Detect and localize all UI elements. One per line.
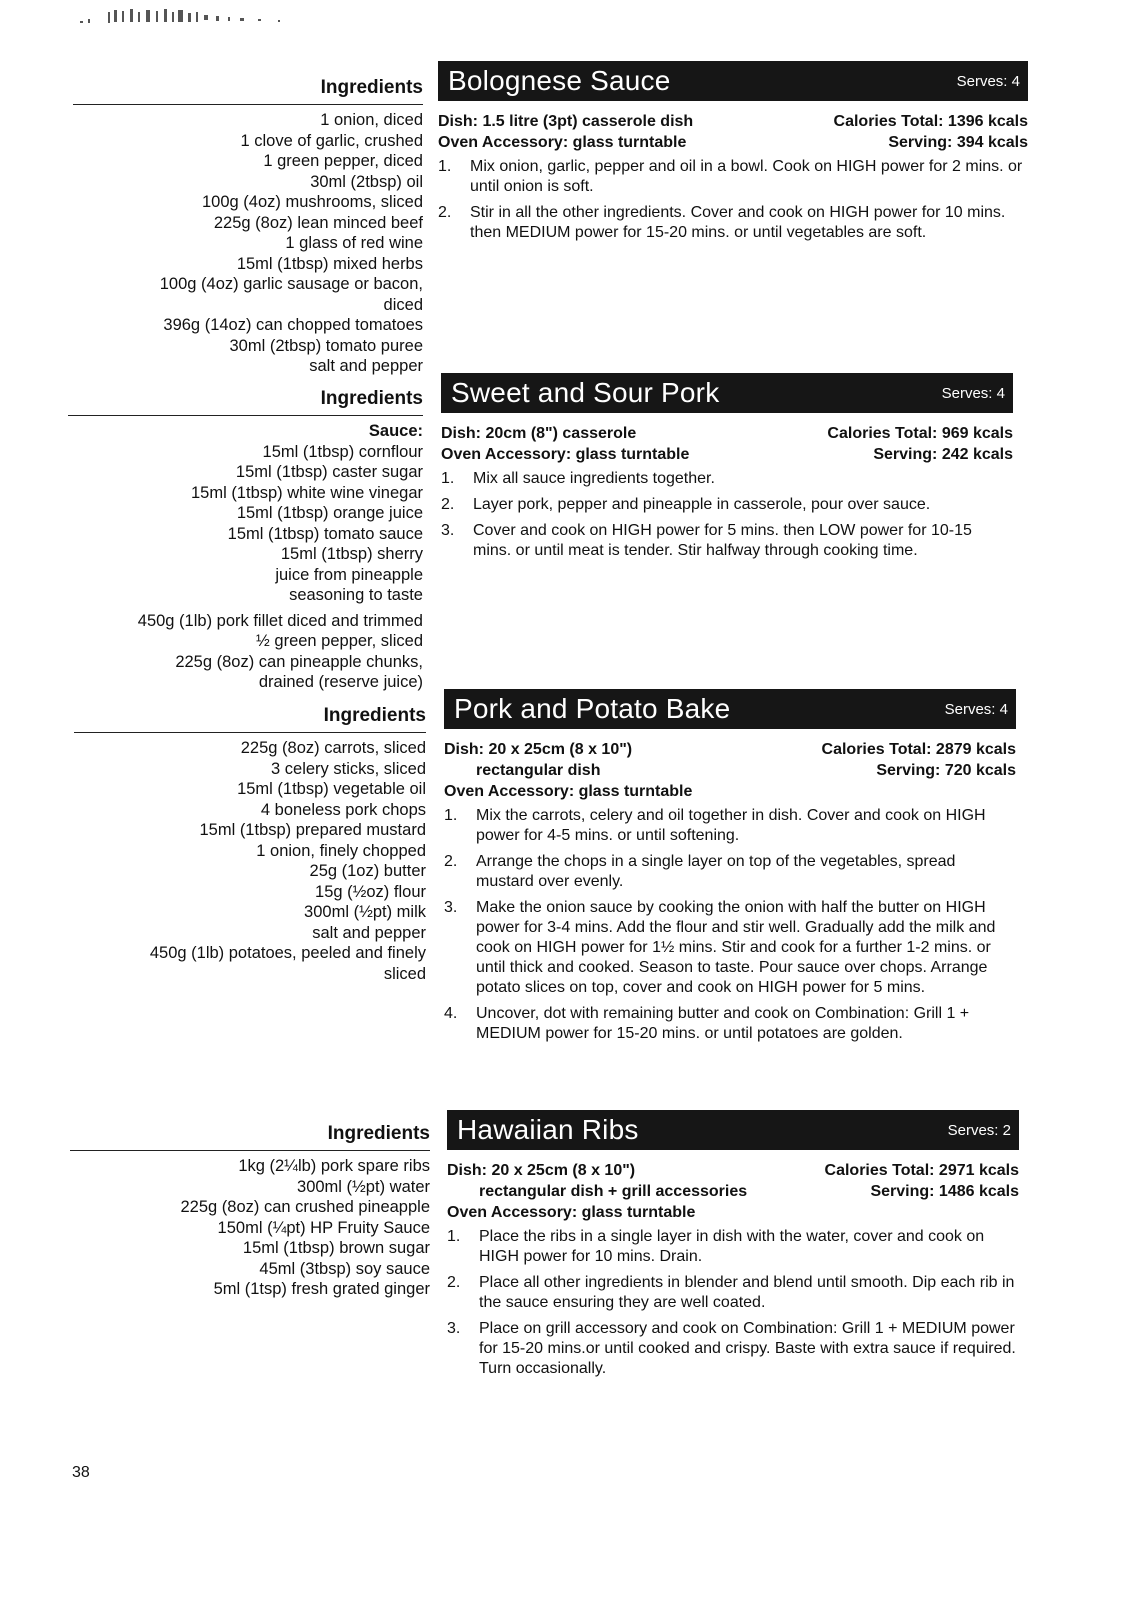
ingredient-line: 15ml (1tbsp) sherry bbox=[280, 545, 423, 563]
ingredients-list bbox=[73, 76, 423, 377]
step-number: 1. bbox=[438, 158, 452, 175]
step-number: 3. bbox=[444, 899, 458, 916]
ingredient-line: 300ml (½pt) water bbox=[297, 1177, 430, 1196]
method-steps bbox=[438, 157, 1028, 243]
ingredient-line: 300ml (½pt) milk bbox=[304, 903, 426, 921]
step-number: 3. bbox=[447, 1320, 461, 1337]
recipe-title-bar bbox=[438, 61, 1028, 101]
dish-info-line-2: rectangular dish + grill accessories bbox=[479, 1183, 748, 1200]
ingredient-subheading: Sauce: bbox=[368, 422, 423, 440]
ingredient-line: 225g (8oz) carrots, sliced bbox=[240, 739, 426, 757]
step-text: Place on grill accessory and cook on Combination: Grill 1 + MEDIUM power for 15-20 mins.or until cooked and crispy. Baste with extra sauce if required. Turn occasionally. bbox=[479, 1320, 1016, 1377]
oven-accessory: Oven Accessory: glass turntable bbox=[447, 1204, 696, 1221]
step-text: Uncover, dot with remaining butter and cook on Combination: Grill 1 + MEDIUM power for 15-20 mins. or until potatoes are golden. bbox=[476, 1005, 970, 1042]
serves-label: Serves: 4 bbox=[956, 72, 1020, 90]
ingredient-line: 15ml (1tbsp) prepared mustard bbox=[199, 821, 426, 839]
recipe-title-bar bbox=[444, 689, 1016, 729]
ingredient-line: 450g (1lb) potatoes, peeled and finely bbox=[149, 944, 426, 962]
step-text: Make the onion sauce by cooking the onion with half the butter on HIGH power for 3-4 mins. Add the flour and stir well. Gradually add the milk and cook on HIGH power for 1½ mins. Stir and cook for a further 1-2 mins. or until thick and cooked. Season to taste. Pour sauce over chops. Arrange potato slices on top, cover and cook on HIGH power for 5 mins. bbox=[476, 899, 996, 996]
step-number: 1. bbox=[441, 470, 455, 487]
step-text: Layer pork, pepper and pineapple in casserole, pour over sauce. bbox=[473, 496, 931, 513]
step-text: Mix onion, garlic, pepper and oil in a bowl. Cook on HIGH power for 2 mins. or until onion is soft. bbox=[470, 158, 1023, 195]
ingredients-list bbox=[68, 387, 423, 693]
recipe-meta bbox=[444, 739, 1016, 802]
recipe-detail bbox=[441, 373, 1013, 567]
recipe-meta bbox=[441, 423, 1013, 465]
method-step bbox=[438, 157, 1028, 197]
ingredient-line: 4 boneless pork chops bbox=[260, 800, 426, 819]
ingredient-line: 15ml (1tbsp) vegetable oil bbox=[237, 780, 426, 798]
dish-info: Dish: 1.5 litre (3pt) casserole dish bbox=[438, 113, 694, 130]
recipe-title: Pork and Potato Bake bbox=[454, 693, 731, 724]
ingredient-line: 100g (4oz) mushrooms, sliced bbox=[201, 193, 423, 211]
recipe-detail bbox=[438, 61, 1028, 249]
ingredient-line: 225g (8oz) can pineapple chunks, bbox=[175, 652, 423, 671]
serves-label: Serves: 4 bbox=[941, 384, 1005, 402]
method-step bbox=[438, 203, 1028, 243]
recipe-title-bar bbox=[447, 1110, 1019, 1150]
step-text: Mix all sauce ingredients together. bbox=[473, 470, 715, 487]
recipe-meta bbox=[438, 111, 1028, 153]
ingredient-line: ½ green pepper, sliced bbox=[256, 632, 423, 650]
ingredient-line: 15ml (1tbsp) white wine vinegar bbox=[190, 483, 423, 502]
ingredient-line: 1 onion, finely chopped bbox=[256, 841, 426, 860]
method-step bbox=[441, 521, 1013, 561]
step-text: Arrange the chops in a single layer on top of the vegetables, spread mustard over evenly. bbox=[476, 853, 956, 890]
step-text: Place all other ingredients in blender and blend until smooth. Dip each rib in the sauce ensuring they are well coated. bbox=[479, 1274, 1015, 1311]
method-step bbox=[444, 1004, 1016, 1044]
ingredient-line: 15ml (1tbsp) orange juice bbox=[236, 504, 423, 522]
ingredient-line: 15ml (1tbsp) tomato sauce bbox=[227, 524, 423, 543]
ingredient-line: 5ml (1tsp) fresh grated ginger bbox=[213, 1280, 430, 1298]
step-text: Stir in all the other ingredients. Cover and cook on HIGH power for 10 mins. then MEDIUM power for 15-20 mins. or until vegetables are soft. bbox=[470, 204, 1006, 241]
ingredient-line: 3 celery sticks, sliced bbox=[271, 759, 426, 778]
recipe-detail bbox=[447, 1110, 1019, 1385]
ingredient-line: 15g (½oz) flour bbox=[315, 882, 426, 901]
method-steps bbox=[447, 1227, 1019, 1379]
calories-total: Calories Total: 2879 kcals bbox=[821, 741, 1016, 758]
ingredient-line: seasoning to taste bbox=[289, 586, 423, 604]
recipe-title: Hawaiian Ribs bbox=[457, 1114, 639, 1145]
oven-accessory: Oven Accessory: glass turntable bbox=[441, 446, 690, 463]
ingredient-line: 30ml (2tbsp) tomato puree bbox=[229, 336, 423, 355]
ingredient-line: 150ml (¼pt) HP Fruity Sauce bbox=[217, 1218, 430, 1237]
method-step bbox=[441, 469, 1013, 489]
ingredient-line: salt and pepper bbox=[309, 357, 423, 375]
ingredient-line: 45ml (3tbsp) soy sauce bbox=[259, 1259, 430, 1278]
dish-info: Dish: 20cm (8") casserole bbox=[441, 425, 637, 442]
method-step bbox=[447, 1227, 1019, 1267]
ingredient-line: 100g (4oz) garlic sausage or bacon, bbox=[159, 275, 423, 293]
ingredient-line: 1 clove of garlic, crushed bbox=[240, 131, 423, 150]
step-text: Cover and cook on HIGH power for 5 mins. then LOW power for 10-15 mins. or until meat is tender. Stir halfway through cooking time. bbox=[473, 522, 972, 559]
ingredient-line: juice from pineapple bbox=[275, 565, 423, 584]
serving-calories: Serving: 1486 kcals bbox=[870, 1183, 1019, 1200]
method-step bbox=[447, 1319, 1019, 1379]
step-number: 2. bbox=[438, 204, 452, 221]
dish-info: Dish: 20 x 25cm (8 x 10") bbox=[447, 1162, 636, 1179]
recipe-detail bbox=[444, 689, 1016, 1050]
step-number: 1. bbox=[447, 1228, 461, 1245]
ingredient-line: 1kg (2¼lb) pork spare ribs bbox=[238, 1157, 430, 1175]
dish-info: Dish: 20 x 25cm (8 x 10") bbox=[444, 741, 633, 758]
oven-accessory: Oven Accessory: glass turntable bbox=[444, 783, 693, 800]
ingredient-line: 15ml (1tbsp) brown sugar bbox=[242, 1239, 430, 1257]
ingredients-heading: Ingredients bbox=[73, 76, 423, 105]
ingredient-line: 30ml (2tbsp) oil bbox=[310, 172, 423, 191]
ingredients-list bbox=[70, 1122, 430, 1300]
method-step bbox=[444, 898, 1016, 998]
step-number: 4. bbox=[444, 1005, 458, 1022]
scan-artifact bbox=[78, 6, 318, 28]
ingredient-line: 225g (8oz) lean minced beef bbox=[213, 213, 423, 232]
serving-calories: Serving: 394 kcals bbox=[888, 134, 1028, 151]
recipe-title: Sweet and Sour Pork bbox=[451, 377, 720, 408]
ingredient-line: 15ml (1tbsp) mixed herbs bbox=[236, 254, 423, 273]
method-steps bbox=[441, 469, 1013, 561]
ingredient-line: 15ml (1tbsp) caster sugar bbox=[235, 463, 423, 481]
step-number: 1. bbox=[444, 807, 458, 824]
step-text: Place the ribs in a single layer in dish with the water, cover and cook on HIGH power for 10 mins. Drain. bbox=[479, 1228, 985, 1265]
serving-calories: Serving: 242 kcals bbox=[873, 446, 1013, 463]
method-step bbox=[444, 806, 1016, 846]
step-text: Mix the carrots, celery and oil together in dish. Cover and cook on HIGH power for 4-5 mins. or until softening. bbox=[476, 807, 986, 844]
ingredient-line: 1 onion, diced bbox=[320, 111, 423, 129]
method-step bbox=[441, 495, 1013, 515]
ingredients-heading: Ingredients bbox=[74, 704, 426, 733]
ingredient-line: 25g (1oz) butter bbox=[309, 862, 426, 880]
serves-label: Serves: 2 bbox=[947, 1121, 1011, 1139]
ingredient-line: 450g (1lb) pork fillet diced and trimmed bbox=[137, 611, 423, 630]
step-number: 3. bbox=[441, 522, 455, 539]
calories-total: Calories Total: 1396 kcals bbox=[833, 113, 1028, 130]
step-number: 2. bbox=[441, 496, 455, 513]
ingredient-line: 396g (14oz) can chopped tomatoes bbox=[163, 316, 423, 334]
recipe-meta bbox=[447, 1160, 1019, 1223]
ingredients-list bbox=[74, 704, 426, 984]
method-step bbox=[447, 1273, 1019, 1313]
ingredients-heading: Ingredients bbox=[70, 1122, 430, 1151]
ingredient-line: 225g (8oz) can crushed pineapple bbox=[180, 1198, 430, 1216]
method-steps bbox=[444, 806, 1016, 1044]
ingredient-line: 1 green pepper, diced bbox=[263, 152, 423, 170]
step-number: 2. bbox=[444, 853, 458, 870]
serves-label: Serves: 4 bbox=[944, 700, 1008, 718]
ingredient-line: drained (reserve juice) bbox=[258, 673, 423, 691]
ingredient-line: salt and pepper bbox=[312, 923, 426, 942]
method-step bbox=[444, 852, 1016, 892]
calories-total: Calories Total: 969 kcals bbox=[827, 425, 1013, 442]
dish-info-line-2: rectangular dish bbox=[476, 762, 601, 779]
ingredient-line: 1 glass of red wine bbox=[285, 234, 423, 252]
serving-calories: Serving: 720 kcals bbox=[876, 762, 1016, 779]
oven-accessory: Oven Accessory: glass turntable bbox=[438, 134, 687, 151]
ingredient-line: diced bbox=[383, 295, 423, 314]
ingredient-line: 15ml (1tbsp) cornflour bbox=[262, 442, 423, 461]
step-number: 2. bbox=[447, 1274, 461, 1291]
recipe-title-bar bbox=[441, 373, 1013, 413]
ingredients-heading: Ingredients bbox=[68, 387, 423, 416]
page-number: 38 bbox=[72, 1464, 90, 1481]
recipe-title: Bolognese Sauce bbox=[448, 65, 671, 96]
calories-total: Calories Total: 2971 kcals bbox=[824, 1162, 1019, 1179]
ingredient-line: sliced bbox=[383, 964, 426, 983]
